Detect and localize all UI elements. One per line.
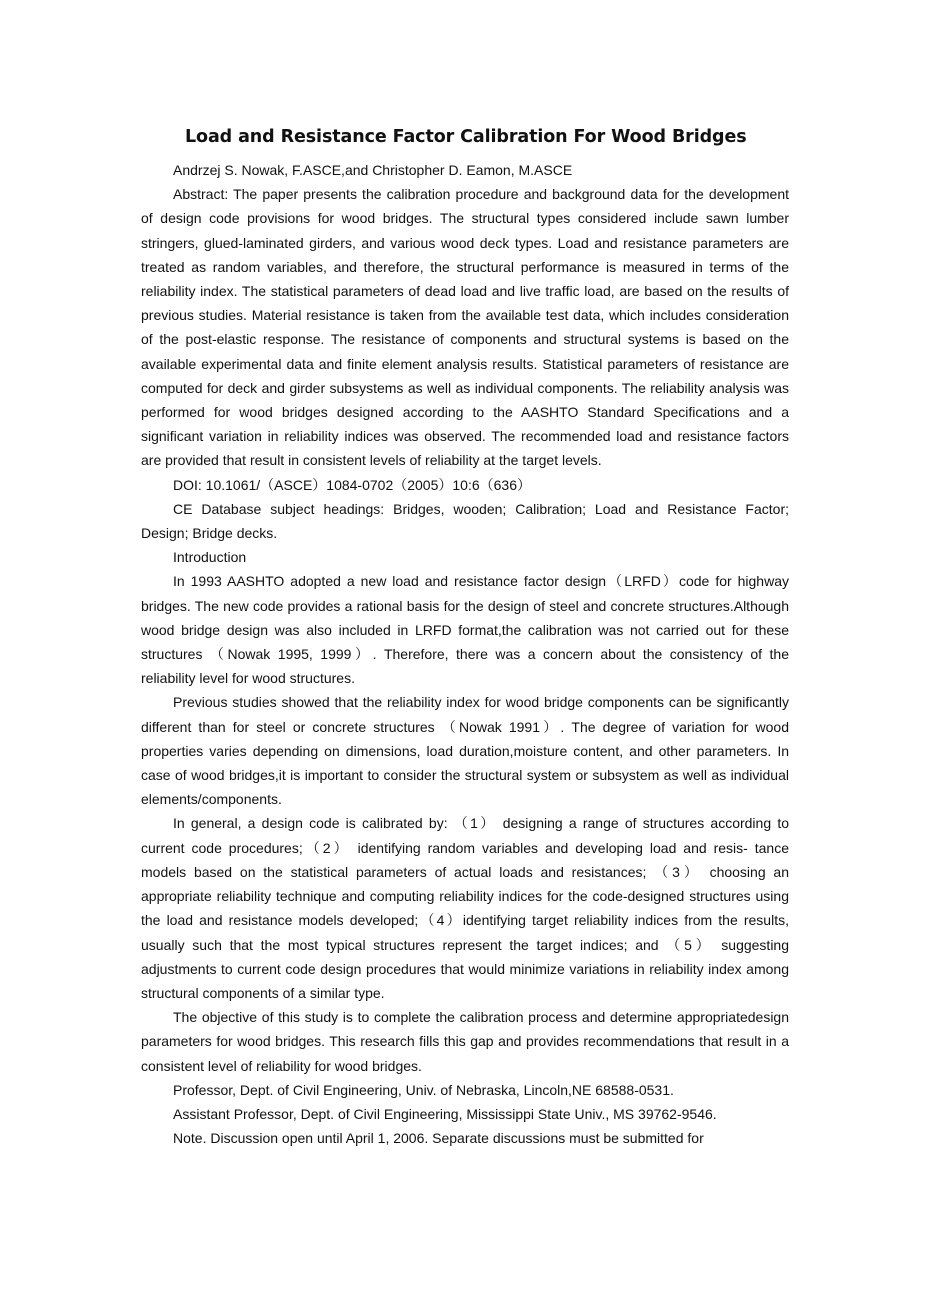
doi-line: DOI: 10.1061/（ASCE）1084-0702（2005）10:6（636） bbox=[173, 476, 531, 493]
affiliation-footnote: Assistant Professor, Dept. of Civil Engineering, Mississippi State Univ., MS 39762-9546. bbox=[173, 1105, 717, 1122]
body-paragraph: In 1993 AASHTO adopted a new load and resistance factor design（LRFD）code for highway bridges. The new code provides a rational basis for the design of steel and concrete structures.Although wood bridge design was also included in LRFD format,the calibration was not carried out for these structures （Nowak 1995, 1999）. Therefore, there was a concern about the consistency of the reliability level for wood structures. bbox=[141, 573, 789, 687]
discussion-note: Note. Discussion open until April 1, 2006. Separate discussions must be submitted for bbox=[173, 1130, 704, 1147]
abstract-paragraph: Abstract: The paper presents the calibration procedure and background data for the development of design code provisions for wood bridges. The structural types considered include sawn lumber stringers, glued-laminated girders, and various wood deck types. Load and resistance parameters are treated as random variables, and therefore, the structural performance is measured in terms of the reliability index. The statistical parameters of dead load and live trafﬁc load, are based on the results of previous studies. Material resistance is taken from the available test data, which includes consideration of the post-elastic response. The resistance of components and structural systems is based on the available experimental data and ﬁnite element analysis results. Statistical parameters of resistance are computed for deck and girder subsystems as well as individual components. The reliability analysis was performed for wood bridges designed according to the AASHTO Standard Speciﬁcations and a signiﬁcant variation in reliability indices was observed. The recommended load and resistance factors are provided that result in consistent levels of reliability at the target levels. bbox=[141, 186, 789, 469]
authors-line: Andrzej S. Nowak, F.ASCE,and Christopher D. Eamon, M.ASCE bbox=[173, 162, 573, 178]
body-paragraph: In general, a design code is calibrated by: （1） designing a range of structures according to current code procedures;（2） identifying random variables and developing load and resis- tance models based on the statistical parameters of actual loads and resistances; （3） choosing an appropriate reliability technique and computing reliability indices for the code-designed structures using the load and resistance models developed;（4）identifying target reliability indices from the results, usually such that the most typical structures represent the target indices; and （5） suggesting adjustments to current code design procedures that would minimize variations in reliability index among structural components of a similar type. bbox=[141, 815, 789, 1001]
introduction-heading: Introduction bbox=[173, 549, 247, 566]
paper-page bbox=[141, 122, 789, 1150]
subject-headings: CE Database subject headings: Bridges, wooden; Calibration; Load and Resistance Factor; Design; Bridge decks. bbox=[141, 500, 789, 542]
affiliation-footnote: Professor, Dept. of Civil Engineering, Univ. of Nebraska, Lincoln,NE 68588-0531. bbox=[173, 1081, 674, 1098]
body-paragraph: Previous studies showed that the reliability index for wood bridge components can be signiﬁcantly different than for steel or concrete structures （Nowak 1991）. The degree of variation for wood properties varies depending on dimensions, load duration,moisture content, and other parameters. In case of wood bridges,it is important to consider the structural system or subsystem as well as individual elements/components. bbox=[141, 694, 789, 808]
body-paragraph: The objective of this study is to complete the calibration process and determine appropriatedesign parameters for wood bridges. This research ﬁlls this gap and provides recommendations that result in a consistent level of reliability for wood bridges. bbox=[141, 1009, 789, 1074]
paper-title: Load and Resistance Factor Calibration For Wood Bridges bbox=[185, 127, 747, 147]
